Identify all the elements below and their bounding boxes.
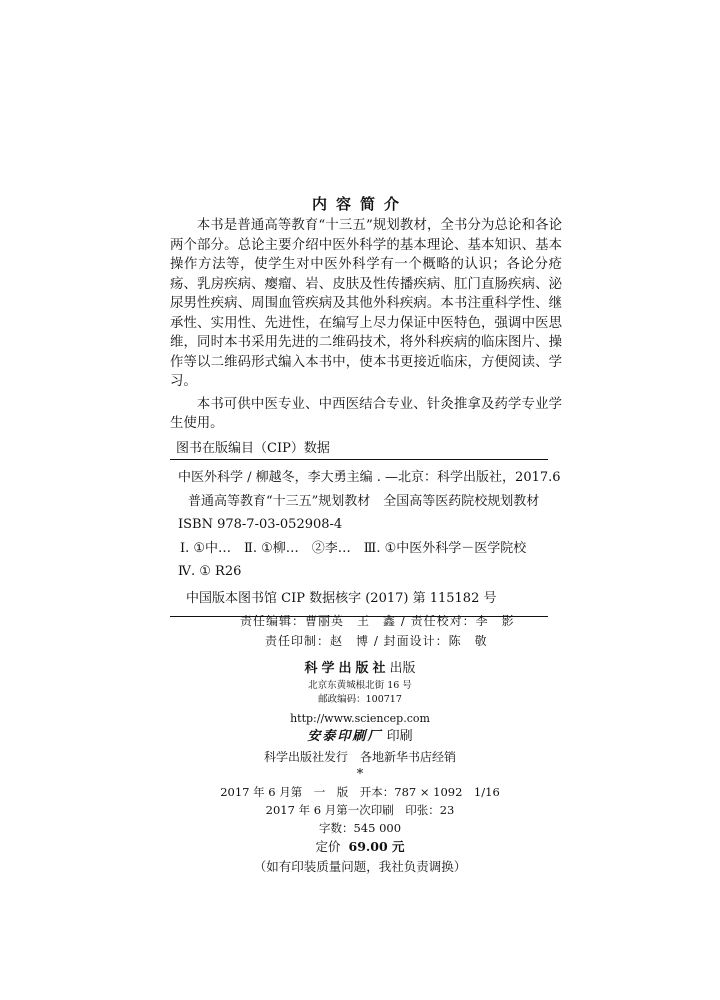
price-value: 69.00 元: [348, 839, 405, 854]
printer-logo: 安泰印刷厂: [307, 729, 383, 744]
publisher-address: 北京东黄城根北街 16 号: [308, 680, 412, 691]
price-label: 定价: [315, 839, 341, 854]
cip-block: [170, 437, 561, 617]
cip-series-line: 普通高等教育“十三五”规划教材 全国高等医药院校规划教材: [188, 493, 540, 509]
printer-suffix: 印刷: [386, 729, 413, 744]
publisher-line: [200, 659, 520, 679]
responsibility-line: 责任编辑：曹丽英 王 鑫 / 责任校对：李 影: [240, 614, 515, 628]
cip-record-number: 中国版本图书馆 CIP 数据核字 (2017) 第 115182 号: [186, 590, 497, 606]
word-count: 字数：545 000: [318, 821, 402, 835]
printer-line: [200, 727, 520, 747]
publisher-url: http://www.sciencep.com: [290, 712, 430, 725]
intro-body: [170, 216, 562, 434]
cip-isbn-line: ISBN 978-7-03-052908-4: [178, 517, 343, 532]
responsibility-line: 责任印制：赵 博 / 封面设计：陈 敬: [265, 634, 488, 648]
cip-classification-line: Ⅰ. ①中… Ⅱ. ①柳… ②李… Ⅲ. ①中医外科学－医学院校: [180, 540, 527, 556]
price-line: [200, 837, 520, 857]
separator-star: *: [356, 767, 364, 782]
publisher-logo: 科学出版社: [304, 661, 390, 676]
cip-title-line: 中医外科学 / 柳越冬，李大勇主编 . —北京：科学出版社，2017.6: [178, 470, 561, 485]
publisher-suffix: 出版: [389, 661, 416, 676]
cip-heading: 图书在版编目（CIP）数据: [170, 437, 548, 460]
cip-body: [170, 460, 561, 617]
distribution-line: 科学出版社发行 各地新华书店经销: [263, 750, 456, 764]
intro-paragraph: 本书是普通高等教育“十三五”规划教材，全书分为总论和各论两个部分。总论主要介绍中医外科学的基本理论、基本知识、基本操作方法等，使学生对中医外科学有一个概略的认识；各论分疮疡、乳房疾病、瘿瘤、岩、皮肤及性传播疾病、肛门直肠疾病、泌尿男性疾病、周围血管疾病及其他外科疾病。本书注重科学性、继承性、实用性、先进性，在编写上尽力保证中医特色，强调中医思维，同时本书采用先进的二维码技术，将外科疾病的临床图片、操作等以二维码形式编入本书中，使本书更接近临床，方便阅读、学习。: [170, 218, 562, 389]
printing-line: 2017 年 6 月第一次印刷 印张：23: [265, 803, 455, 817]
edition-line: 2017 年 6 月第 一 版 开本：787 × 1092 1/16: [220, 785, 500, 799]
imprint-block: [200, 659, 520, 877]
postcode: 邮政编码：100717: [318, 694, 402, 705]
cip-classification-line: Ⅳ. ① R26: [178, 564, 242, 579]
intro-paragraph: 本书可供中医专业、中西医结合专业、针灸推拿及药学专业学生使用。: [170, 396, 562, 431]
quality-notice: （如有印装质量问题，我社负责调换）: [253, 859, 467, 874]
responsibility-block: [240, 611, 515, 651]
intro-title: 内容简介: [311, 195, 408, 213]
